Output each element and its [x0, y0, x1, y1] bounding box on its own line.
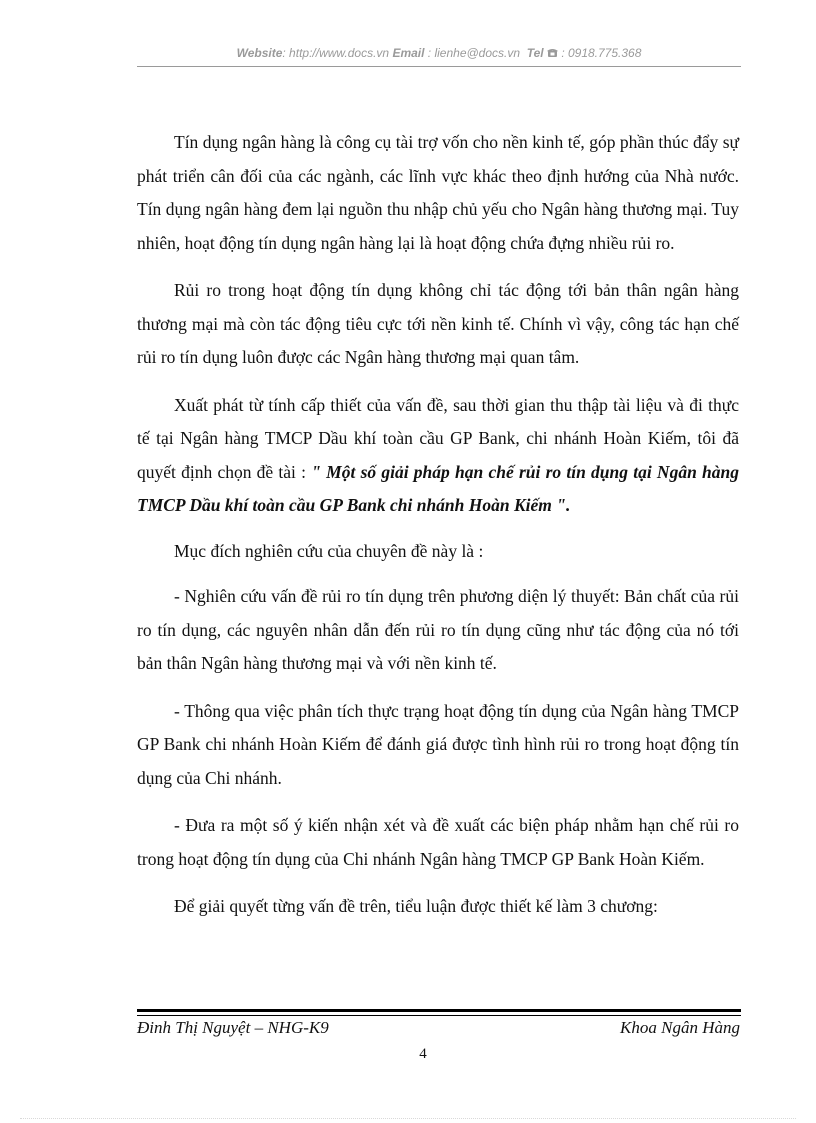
paragraph-6: - Thông qua việc phân tích thực trạng hoạt động tín dụng của Ngân hàng TMCP GP Bank chi nhánh Hoàn Kiếm để đánh giá được tình hình rủi ro trong hoạt động tín dụng của Chi nhánh. [137, 700, 739, 788]
tel-label: Tel [526, 46, 544, 60]
paragraph-4: Mục đích nghiên cứu của chuyên đề này là : [174, 540, 484, 561]
footer-department: Khoa Ngân Hàng [620, 1018, 740, 1037]
page-edge-divider [20, 1118, 796, 1119]
paragraph-3 [137, 389, 739, 523]
paragraph-7: - Đưa ra một số ý kiến nhận xét và đề xuất các biện pháp nhằm hạn chế rủi ro trong hoạt động tín dụng của Chi nhánh Ngân hàng TMCP GP Bank Hoàn Kiếm. [137, 815, 739, 869]
document-body [137, 126, 739, 938]
paragraph-8: Để giải quyết từng vấn đề trên, tiểu luận được thiết kế làm 3 chương: [174, 896, 658, 916]
email-address[interactable]: : lienhe@docs.vn [424, 46, 521, 60]
paragraph-3-lead: Xuất phát từ tính cấp thiết của vấn đề, sau thời gian thu thập tài liệu và đi thực tế tại Ngân hàng TMCP Dầu khí toàn cầu GP Bank, chi nhánh Hoàn Kiếm, tôi đã quyết định chọn đề tài : [137, 394, 739, 482]
website-label: Website [236, 46, 283, 60]
email-label: Email [392, 46, 425, 60]
header-divider [137, 66, 741, 67]
paragraph-1: Tín dụng ngân hàng là công cụ tài trợ vốn cho nền kinh tế, góp phần thúc đẩy sự phát triển cân đối của các ngành, các lĩnh vực khác theo định hướng của Nhà nước. Tín dụng ngân hàng đem lại nguồn thu nhập chủ yếu cho Ngân hàng thương mại. Tuy nhiên, hoạt động tín dụng ngân hàng lại là hoạt động chứa đựng nhiều rủi ro. [137, 132, 739, 253]
website-url[interactable]: : http://www.docs.vn [282, 46, 390, 60]
footer-divider [137, 1009, 741, 1016]
page-header [137, 46, 741, 60]
page-number: 4 [419, 1046, 427, 1062]
paragraph-2: Rủi ro trong hoạt động tín dụng không chỉ tác động tới bản thân ngân hàng thương mại mà còn tác động tiêu cực tới nền kinh tế. Chính vì vậy, công tác hạn chế rủi ro tín dụng luôn được các Ngân hàng thương mại quan tâm. [137, 280, 739, 367]
phone-icon [547, 46, 561, 60]
footer-author: Đinh Thị Nguyệt – NHG-K9 [137, 1018, 329, 1037]
thesis-title: " Một số giải pháp hạn chế rủi ro tín dụng tại Ngân hàng TMCP Dầu khí toàn cầu GP Bank chi nhánh Hoàn Kiếm ". [137, 461, 739, 515]
tel-number: : 0918.775.368 [561, 46, 642, 60]
paragraph-5: - Nghiên cứu vấn đề rủi ro tín dụng trên phương diện lý thuyết: Bản chất của rủi ro tín dụng, các nguyên nhân dẫn đến rủi ro tín dụng cũng như tác động của nó tới bản thân Ngân hàng thương mại và với nền kinh tế. [137, 586, 739, 673]
